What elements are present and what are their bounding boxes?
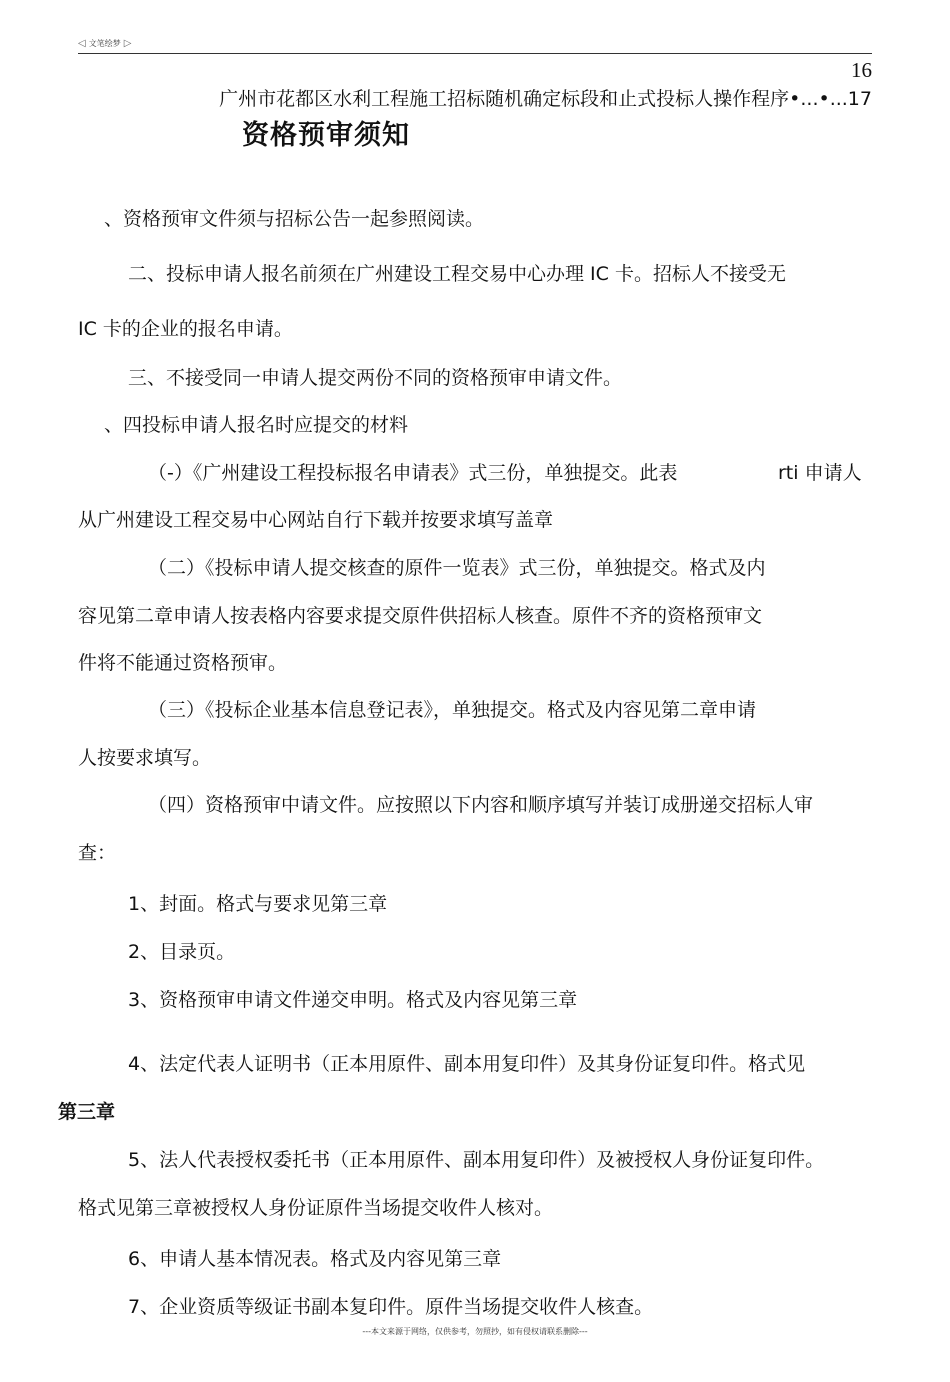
paragraph: （-）《广州建设工程投标报名申请表》式三份，单独提交。此表 <box>148 462 678 484</box>
paragraph: 件将不能通过资格预审。 <box>78 652 288 674</box>
page-number: 16 <box>851 58 872 82</box>
list-item: 3、资格预审申请文件递交申明。格式及内容见第三章 <box>128 989 578 1011</box>
list-item: 6、申请人基本情况表。格式及内容见第三章 <box>128 1248 502 1270</box>
triangle-right-icon: ▷ <box>123 38 132 49</box>
paragraph: （二）《投标申请人提交核查的原件一览表》式三份，单独提交。格式及内 <box>148 557 766 579</box>
paragraph: 查： <box>78 842 117 864</box>
paragraph: （三）《投标企业基本信息登记表》，单独提交。格式及内容见第二章申请 <box>148 699 757 721</box>
paragraph: 、四投标申请人报名时应提交的材料 <box>104 414 409 436</box>
paragraph: 三、不接受同一申请人提交两份不同的资格预审申请文件。 <box>128 367 623 389</box>
running-header <box>78 38 131 49</box>
list-item-continuation: 第三章 <box>58 1101 116 1123</box>
list-item: 2、目录页。 <box>128 941 236 963</box>
triangle-left-icon: ◁ <box>78 38 86 49</box>
list-item: 4、法定代表人证明书（正本用原件、副本用复印件）及其身份证复印件。格式见 <box>128 1053 806 1075</box>
list-item: 1、封面。格式与要求见第三章 <box>128 893 388 915</box>
paragraph: 人按要求填写。 <box>78 747 212 769</box>
header-rule <box>78 53 872 54</box>
list-item-continuation: 格式见第三章被授权人身份证原件当场提交收件人核对。 <box>78 1197 554 1219</box>
paragraph: 二、投标申请人报名前须在广州建设工程交易中心办理 IC 卡。招标人不接受无 <box>128 263 786 285</box>
page-footer: ---本文来源于网络，仅供参考，勿照抄，如有侵权请联系删除--- <box>362 1327 588 1336</box>
toc-line: 广州市花都区水利工程施工招标随机确定标段和止式投标人操作程序•...•...17 <box>219 88 872 110</box>
paragraph: 从广州建设工程交易中心网站自行下载并按要求填写盖章 <box>78 509 554 531</box>
paragraph: （四）资格预审中请文件。应按照以下内容和顺序填写并装订成册递交招标人审 <box>148 794 814 816</box>
list-item: 7、企业资质等级证书副本复印件。原件当场提交收件人核查。 <box>128 1296 654 1318</box>
paragraph: 容见第二章申请人按表格内容要求提交原件供招标人核查。原件不齐的资格预审文 <box>78 605 763 627</box>
paragraph: 、资格预审文件须与招标公告一起参照阅读。 <box>104 208 485 230</box>
paragraph: IC 卡的企业的报名申请。 <box>78 318 293 340</box>
list-item: 5、法人代表授权委托书（正本用原件、副本用复印件）及被授权人身份证复印件。 <box>128 1149 825 1171</box>
running-header-text: 文笔绘梦 <box>88 39 121 48</box>
paragraph: rti 申请人 <box>778 462 862 484</box>
section-title: 资格预审须知 <box>242 120 410 151</box>
